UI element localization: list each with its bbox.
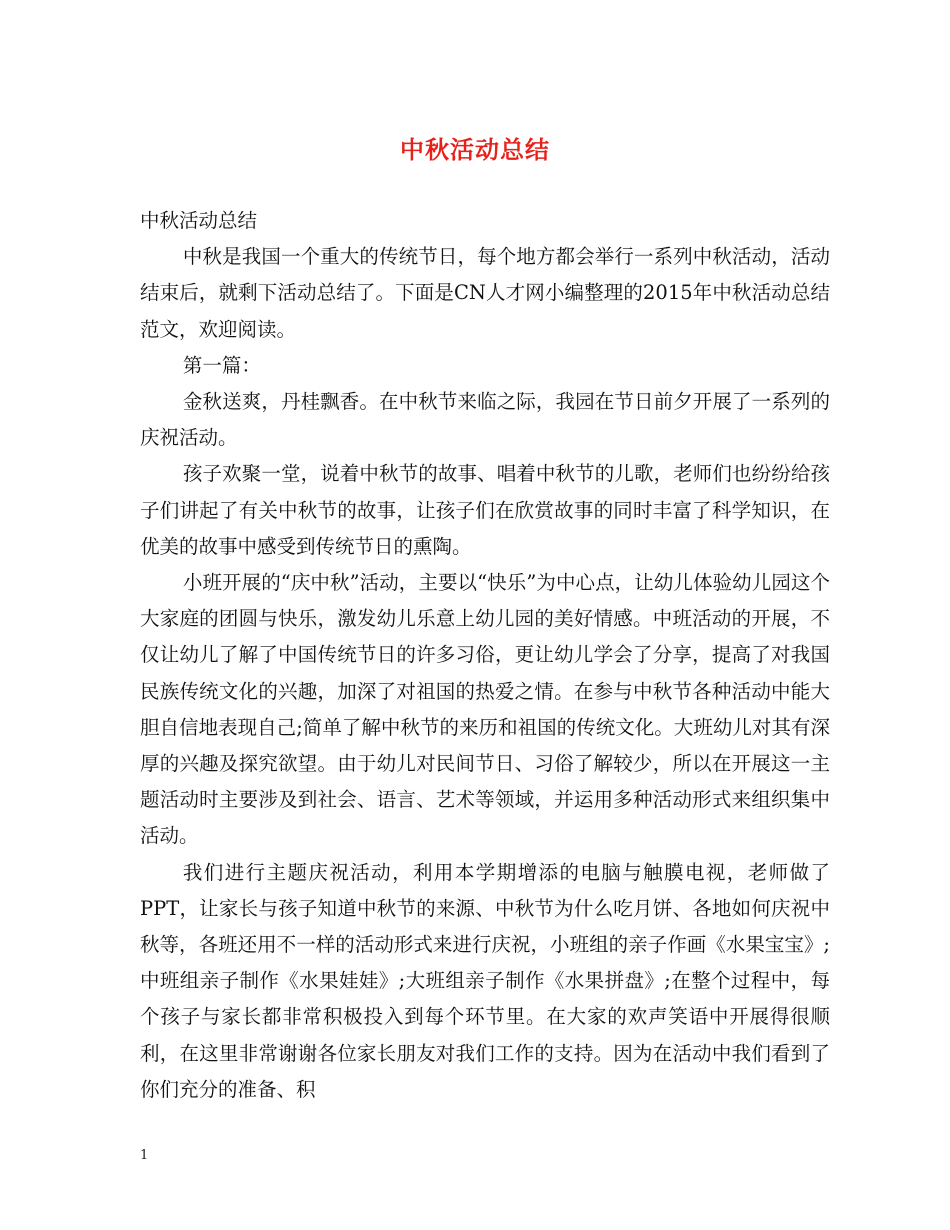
paragraph: 孩子欢聚一堂，说着中秋节的故事、唱着中秋节的儿歌，老师们也纷纷给孩子们讲起了有关中秋节的故事，让孩子们在欣赏故事的同时丰富了科学知识，在优美的故事中感受到传统节日的熏陶。 <box>140 462 830 558</box>
section-heading: 中秋活动总结 <box>140 209 258 232</box>
document-body <box>140 203 830 1108</box>
part-heading: 第一篇： <box>182 353 261 377</box>
paragraph: 金秋送爽，丹桂飘香。在中秋节来临之际，我园在节日前夕开展了一系列的庆祝活动。 <box>140 390 830 450</box>
paragraph: 我们进行主题庆祝活动，利用本学期增添的电脑与触膜电视，老师做了PPT，让家长与孩子知道中秋节的来源、中秋节为什么吃月饼、各地如何庆祝中秋等，各班还用不一样的活动形式来进行庆祝，小班组的亲子作画《水果宝宝》;中班组亲子制作《水果娃娃》;大班组亲子制作《水果拼盘》;在整个过程中，每个孩子与家长都非常积极投入到每个环节里。在大家的欢声笑语中开展得很顺利，在这里非常谢谢各位家长朋友对我们工作的支持。因为在活动中我们看到了你们充分的准备、积 <box>140 860 830 1101</box>
page-number: 1 <box>140 1148 149 1163</box>
paragraph: 小班开展的“庆中秋”活动，主要以“快乐”为中心点，让幼儿体验幼儿园这个大家庭的团圆与快乐，激发幼儿乐意上幼儿园的美好情感。中班活动的开展，不仅让幼儿了解了中国传统节日的许多习俗，更让幼儿学会了分享，提高了对我国民族传统文化的兴趣，加深了对祖国的热爱之情。在参与中秋节各种活动中能大胆自信地表现自己;简单了解中秋节的来历和祖国的传统文化。大班幼儿对其有深厚的兴趣及探究欲望。由于幼儿对民间节日、习俗了解较少，所以在开展这一主题活动时主要涉及到社会、语言、艺术等领域，并运用多种活动形式来组织集中活动。 <box>140 571 830 848</box>
document-title: 中秋活动总结 <box>400 135 550 164</box>
paragraph-intro: 中秋是我国一个重大的传统节日，每个地方都会举行一系列中秋活动，活动结束后，就剩下活动总结了。下面是CN人才网小编整理的2015年中秋活动总结范文，欢迎阅读。 <box>140 245 830 341</box>
